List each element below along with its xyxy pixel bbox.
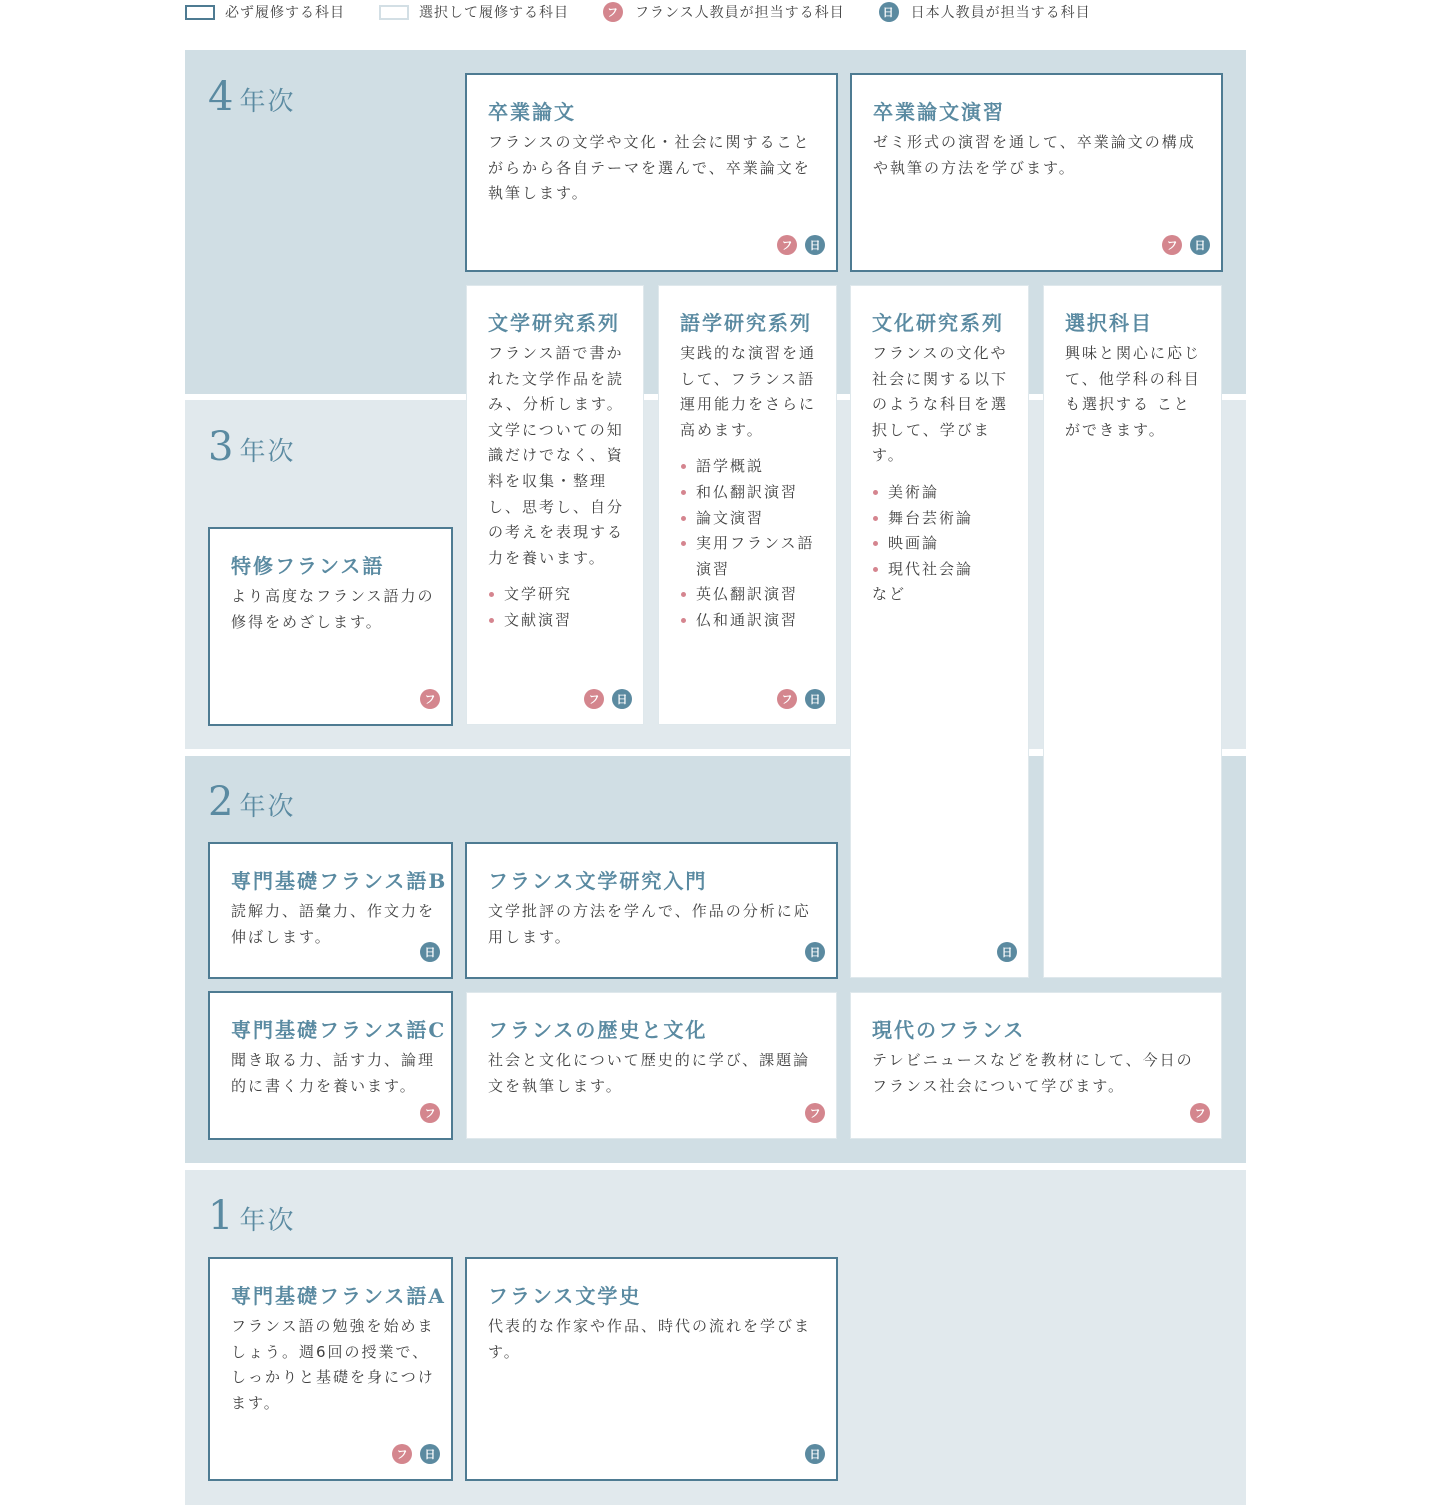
course-title: フランスの歴史と文化 xyxy=(488,1018,708,1042)
japanese-teacher-icon: 日 xyxy=(805,235,825,255)
year-4-label: 4 年次 xyxy=(208,74,296,120)
japanese-teacher-icon: 日 xyxy=(997,942,1017,962)
course-description: 読解力、語彙力、作文力を伸ばします。 xyxy=(231,902,436,946)
teacher-icons xyxy=(997,942,1017,962)
course-title: 卒業論文演習 xyxy=(873,100,1005,124)
teacher-icons xyxy=(1162,235,1210,255)
course-card-bungaku-series[interactable] xyxy=(466,285,644,725)
legend-required xyxy=(185,2,345,22)
course-title: 専門基礎フランス語A xyxy=(231,1284,446,1308)
course-description: テレビニュースなどを教材にして、今日のフランス社会について学びます。 xyxy=(872,1051,1194,1095)
course-note: など xyxy=(872,585,907,604)
course-title: 語学研究系列 xyxy=(680,311,812,335)
japanese-teacher-icon: 日 xyxy=(805,1444,825,1464)
list-item: 現代社会論 xyxy=(872,557,1012,583)
list-item: 和仏翻訳演習 xyxy=(680,480,820,506)
list-item: 仏和通訳演習 xyxy=(680,608,820,634)
list-item: 舞台芸術論 xyxy=(872,506,1012,532)
course-title: 特修フランス語 xyxy=(231,554,385,578)
course-card-sotsugyo-ronbun[interactable] xyxy=(465,73,838,272)
teacher-icons xyxy=(805,1103,825,1123)
course-title: 選択科目 xyxy=(1065,311,1153,335)
course-card-gogaku-series[interactable] xyxy=(658,285,837,725)
teacher-icons xyxy=(777,235,825,255)
teacher-icons xyxy=(392,1444,440,1464)
legend-elective-label: 選択して履修する科目 xyxy=(419,5,569,21)
french-teacher-icon: フ xyxy=(584,689,604,709)
course-card-kiso-a[interactable] xyxy=(208,1257,453,1481)
course-description-text: 実践的な演習を通して、フランス語運用能力をさらに高めます。 xyxy=(680,344,817,439)
course-description-text: フランスの文化や社会に関する以下のような科目を選択して、学びます。 xyxy=(872,344,1009,465)
teacher-icons xyxy=(420,942,440,962)
course-title: 専門基礎フランス語C xyxy=(231,1018,447,1042)
course-card-kiso-c[interactable] xyxy=(208,991,453,1140)
list-item: 論文演習 xyxy=(680,506,820,532)
legend xyxy=(185,0,1125,24)
course-card-rekishi-bunka[interactable] xyxy=(466,992,837,1139)
course-description: 社会と文化について歴史的に学び、課題論文を執筆します。 xyxy=(488,1051,811,1095)
list-item: 文学研究 xyxy=(488,582,627,608)
japanese-teacher-icon: 日 xyxy=(879,2,899,22)
course-description: 文学批評の方法を学んで、作品の分析に応用します。 xyxy=(488,902,811,946)
course-description: 興味と関心に応じて、他学科の科目も選択する ことができます。 xyxy=(1065,344,1202,439)
teacher-icons xyxy=(420,689,440,709)
french-teacher-icon: フ xyxy=(420,689,440,709)
course-card-bunka-series[interactable] xyxy=(850,285,1029,978)
course-description xyxy=(680,341,820,634)
japanese-teacher-icon: 日 xyxy=(420,942,440,962)
course-title: 文学研究系列 xyxy=(488,311,620,335)
french-teacher-icon: フ xyxy=(1190,1103,1210,1123)
legend-french-teacher xyxy=(603,2,845,22)
french-teacher-icon: フ xyxy=(805,1103,825,1123)
course-card-sentaku[interactable] xyxy=(1043,285,1222,978)
teacher-icons xyxy=(420,1103,440,1123)
course-title: フランス文学史 xyxy=(488,1284,642,1308)
year-3-label: 3 年次 xyxy=(208,424,296,470)
course-list xyxy=(488,582,627,633)
course-title: 現代のフランス xyxy=(872,1018,1026,1042)
legend-japanese-teacher xyxy=(879,2,1091,22)
course-description xyxy=(488,341,627,634)
teacher-icons xyxy=(1190,1103,1210,1123)
course-title: 専門基礎フランス語B xyxy=(231,869,448,893)
course-list xyxy=(680,454,820,633)
french-teacher-icon: フ xyxy=(420,1103,440,1123)
list-item: 映画論 xyxy=(872,531,1012,557)
course-title: フランス文学研究入門 xyxy=(488,869,708,893)
list-item: 文献演習 xyxy=(488,608,627,634)
list-item: 実用フランス語演習 xyxy=(680,531,820,582)
course-card-sotsugyo-ronbun-enshu[interactable] xyxy=(850,73,1223,272)
japanese-teacher-icon: 日 xyxy=(612,689,632,709)
list-item: 英仏翻訳演習 xyxy=(680,582,820,608)
course-card-gendai[interactable] xyxy=(850,992,1222,1139)
teacher-icons xyxy=(805,1444,825,1464)
course-list xyxy=(872,480,1012,582)
legend-japanese-teacher-label: 日本人教員が担当する科目 xyxy=(910,5,1091,21)
legend-french-teacher-label: フランス人教員が担当する科目 xyxy=(635,5,845,21)
course-title: 卒業論文 xyxy=(488,100,576,124)
teacher-icons xyxy=(584,689,632,709)
japanese-teacher-icon: 日 xyxy=(805,689,825,709)
french-teacher-icon: フ xyxy=(392,1444,412,1464)
french-teacher-icon: フ xyxy=(777,235,797,255)
course-card-tokushu[interactable] xyxy=(208,527,453,726)
course-description: フランス語の勉強を始めましょう。週6回の授業で、しっかりと基礎を身につけます。 xyxy=(231,1317,435,1412)
list-item: 美術論 xyxy=(872,480,1012,506)
course-card-bungakushi[interactable] xyxy=(465,1257,838,1481)
required-swatch xyxy=(185,5,215,20)
year-1-label: 1 年次 xyxy=(208,1193,296,1239)
japanese-teacher-icon: 日 xyxy=(805,942,825,962)
japanese-teacher-icon: 日 xyxy=(1190,235,1210,255)
french-teacher-icon: フ xyxy=(1162,235,1182,255)
course-description: フランスの文学や文化・社会に関することがらから各自テーマを選んで、卒業論文を執筆します。 xyxy=(488,133,811,203)
japanese-teacher-icon: 日 xyxy=(420,1444,440,1464)
course-description: より高度なフランス語力の修得をめざします。 xyxy=(231,587,435,631)
course-description: 聞き取る力、話す力、論理的に書く力を養います。 xyxy=(231,1051,436,1095)
french-teacher-icon: フ xyxy=(603,2,623,22)
course-description xyxy=(872,341,1012,608)
teacher-icons xyxy=(777,689,825,709)
teacher-icons xyxy=(805,942,825,962)
course-description: ゼミ形式の演習を通して、卒業論文の構成や執筆の方法を学びます。 xyxy=(873,133,1196,177)
course-card-kiso-b[interactable] xyxy=(208,842,453,979)
elective-swatch xyxy=(379,5,409,20)
course-card-bungaku-nyumon[interactable] xyxy=(465,842,838,979)
course-description: 代表的な作家や作品、時代の流れを学びます。 xyxy=(488,1317,812,1361)
course-description-text: フランス語で書かれた文学作品を読み、分析します。文学についての知識だけでなく、資料を収集・整理し、思考し、自分の考えを表現する力を養います。 xyxy=(488,344,625,567)
legend-required-label: 必ず履修する科目 xyxy=(225,5,345,21)
course-title: 文化研究系列 xyxy=(872,311,1004,335)
french-teacher-icon: フ xyxy=(777,689,797,709)
list-item: 語学概説 xyxy=(680,454,820,480)
year-2-label: 2 年次 xyxy=(208,779,296,825)
legend-elective xyxy=(379,2,569,22)
